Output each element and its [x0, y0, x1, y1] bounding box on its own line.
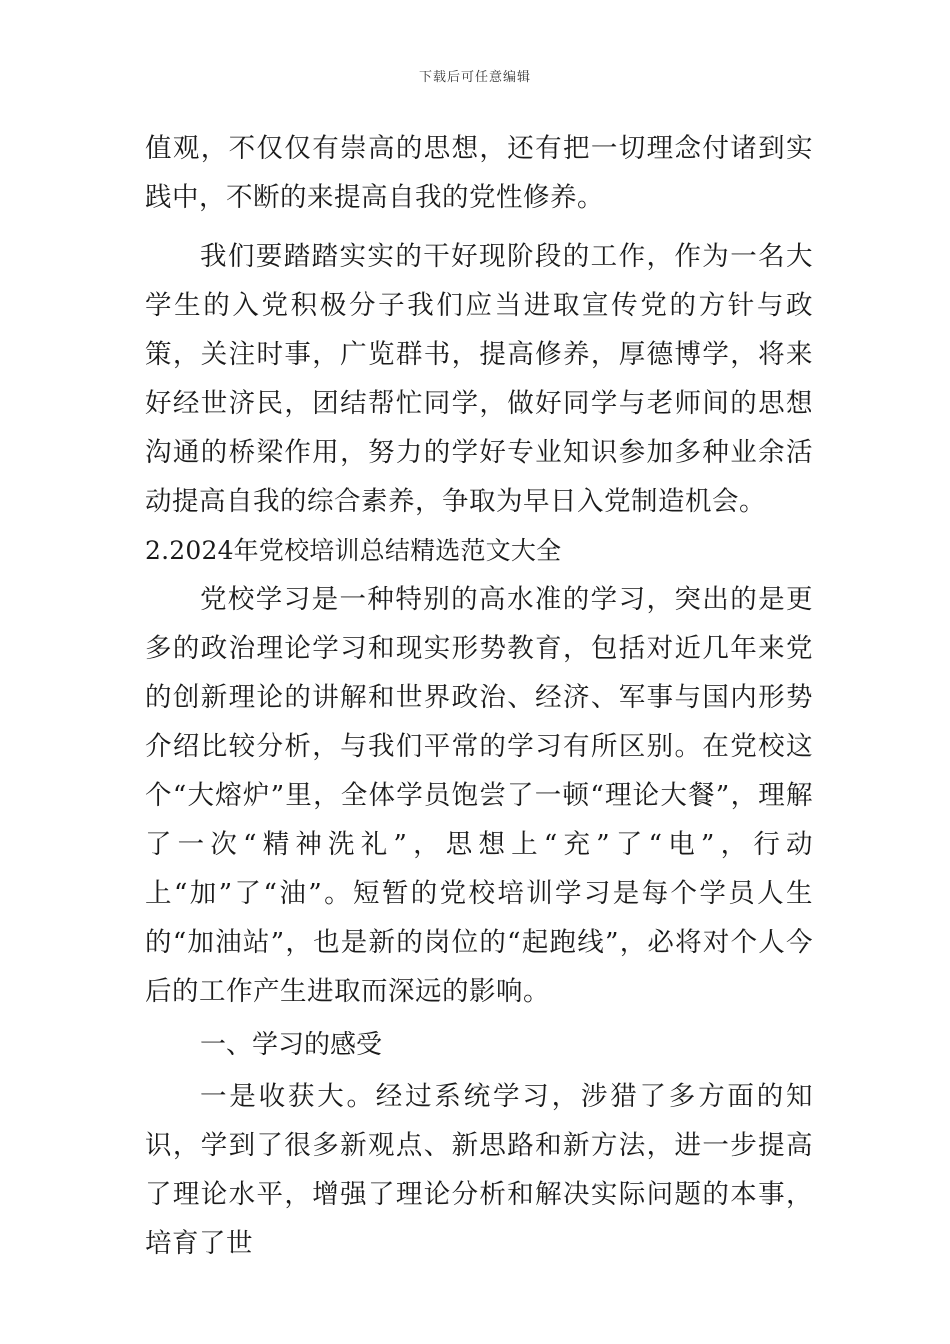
page-header-note: 下载后可任意编辑: [418, 70, 531, 85]
section-heading: 2.2024年党校培训总结精选范文大全: [145, 536, 562, 565]
paragraph-continuation: 值观，不仅仅有崇高的思想，还有把一切理念付诸到实践中，不断的来提高自我的党性修养。: [145, 133, 813, 213]
subsection-heading: 一、学习的感受: [200, 1030, 383, 1060]
paragraph: 党校学习是一种特别的高水准的学习，突出的是更多的政治理论学习和现实形势教育，包括对近几年来党的创新理论的讲解和世界政治、经济、军事与国内形势介绍比较分析，与我们平常的学习有所区别。在党校这个“大熔炉”里，全体学员饱尝了一顿“理论大餐”，理解了一次“精神洗礼”，思想上“充”了“电”，行动上“加”了“油”。短暂的党校培训学习是每个学员人生的“加油站”，也是新的岗位的“起跑线”，必将对个人今后的工作产生进取而深远的影响。: [145, 584, 813, 1007]
document-body: [145, 124, 813, 1268]
paragraph: 我们要踏踏实实的干好现阶段的工作，作为一名大学生的入党积极分子我们应当进取宣传党的方针与政策，关注时事，广览群书，提高修养，厚德博学，将来好经世济民，团结帮忙同学，做好同学与老师间的思想沟通的桥梁作用，努力的学好专业知识参加多种业余活动提高自我的综合素养，争取为早日入党制造机会。: [145, 241, 813, 517]
paragraph: 一是收获大。经过系统学习，涉猎了多方面的知识，学到了很多新观点、新思路和新方法，进一步提高了理论水平，增强了理论分析和解决实际问题的本事，培育了世: [145, 1081, 813, 1259]
